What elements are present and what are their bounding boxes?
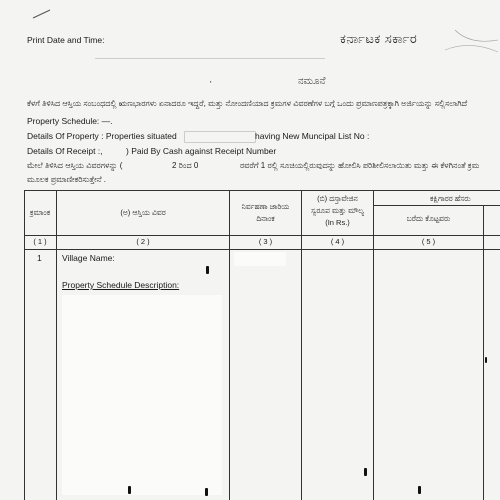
redacted-date <box>234 252 286 266</box>
col-value-line3: (In Rs.) <box>325 218 350 227</box>
scan-speck <box>485 357 487 363</box>
faint-rule <box>95 58 325 59</box>
details-receipt-label: Details Of Receipt :, <box>27 146 103 156</box>
num-5: ( 5 ) <box>421 237 436 246</box>
details-receipt-text: ) Paid By Cash against Receipt Number <box>126 146 277 156</box>
government-title: ಕರ್ನಾಟಕ ಸರ್ಕಾರ <box>340 31 418 46</box>
col-parties-group: ಕಕ್ಷಿಗಾರರ ಹೆಸರು <box>430 194 471 203</box>
para2-a: ಮೇಲೆ ತಿಳಿಸಿದ ಆಸ್ತಿಯ ವಿವರಗಳನ್ನು ( <box>27 161 123 170</box>
col-property: (ಅ) ಆಸ್ತಿಯ ವಿವರ <box>120 208 166 217</box>
scan-speck <box>128 486 131 494</box>
details-property-label: Details Of Property : Properties situated <box>27 131 177 141</box>
scan-speck <box>205 488 208 496</box>
para2-line2: ಮೂಲಕ ಪ್ರಮಾಣೀಕರಿಸುತ್ತೇನೆ . <box>27 175 106 184</box>
form-title: ನಮೂನೆ <box>298 76 326 87</box>
col-value-line1: (ಬಿ) ದಸ್ತಾವೇಜಿನ <box>317 194 358 203</box>
para2-b: 2 ರಿಂದ 0 <box>172 161 199 170</box>
property-schedule: Property Schedule: —. <box>27 116 113 126</box>
para2-c: ರವರೆಗೆ 1 ರಲ್ಲಿ ಸೂಚಿಯಲ್ಲಿರುವುದನ್ನು ಹೋಲಿಸಿ ಪರಿಶೀಲಿಸಲಾಯಿತು ಮತ್ತು ಈ ಕೆಳಗಿನಂತೆ ಕ್ರಮ <box>240 161 480 170</box>
col-executant: ಬರೆದು ಕೊಟ್ಟವರು <box>406 214 451 223</box>
num-4: ( 4 ) <box>330 237 345 246</box>
details-property-list: having New Muncipal List No : <box>255 131 370 141</box>
row1-village: Village Name: <box>62 253 115 263</box>
scan-speck <box>206 266 209 274</box>
num-3: ( 3 ) <box>258 237 273 246</box>
tick-mark: ' <box>210 80 212 89</box>
col-serial: ಕ್ರಮಾಂಕ <box>29 208 51 217</box>
col-value-line2: ಸ್ವರೂಪ ಮತ್ತು ಮೌಲ್ಯ <box>311 206 364 215</box>
redacted-box <box>184 131 256 143</box>
num-2: ( 2 ) <box>136 237 150 246</box>
row1-schedule-desc: Property Schedule Description: <box>62 280 180 290</box>
scan-speck <box>364 468 367 476</box>
col-date-line1: ನಿರ್ವಹಣಾ ಜಾರಿಯ <box>241 202 290 211</box>
intro-text: ಕೆಳಗೆ ತಿಳಿಸಿದ ಆಸ್ತಿಯ ಸಂಬಂಧದಲ್ಲಿ ಋಣಭಾರಗಳು ಏನಾದರೂ ಇದ್ದರೆ, ಮತ್ತು ನೋಂದಣಿಯಾದ ಕ್ರಮಗಳ ವಿವರಣೆಗಳ ಬಗ್ಗೆ ಒಂದು ಪ್ರಮಾಣಪತ್ರಕ್ಕಾಗಿ ಅರ್ಜಿಯನ್ನು ಸಲ್ಲಿಸಲಾಗಿದೆ <box>27 99 468 108</box>
scan-speck <box>418 486 421 494</box>
redacted-description <box>62 295 222 495</box>
print-date-label: Print Date and Time: <box>27 35 105 45</box>
col-date-line2: ದಿನಾಂಕ <box>256 214 275 223</box>
row1-serial: 1 <box>37 253 42 263</box>
num-1: ( 1 ) <box>33 237 47 246</box>
